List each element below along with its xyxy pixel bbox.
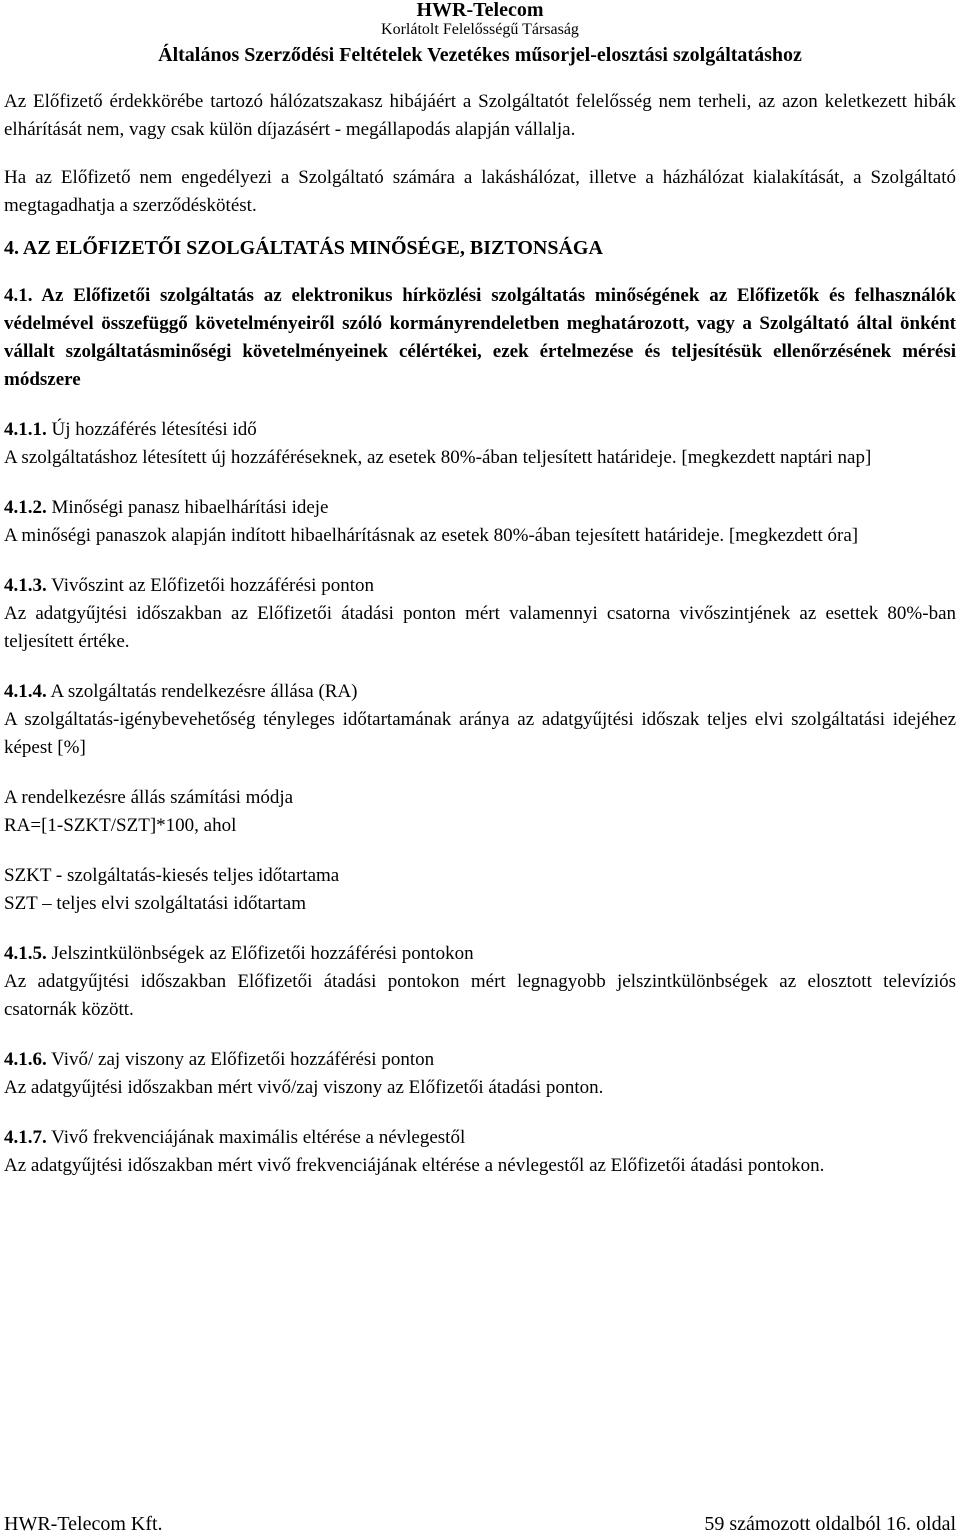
calc-title: A rendelkezésre állás számítási módja [4, 787, 294, 808]
item-body: A szolgáltatás-igénybevehetőség tényleges időtartamának aránya az adatgyűjtési időszak teljes elvi szolgáltatási idejéhez képest [%] [4, 709, 956, 758]
item-title: Minőségi panasz hibaelhárítási ideje [51, 497, 329, 518]
document-header [4, 0, 956, 68]
item-number: 4.1.4. [4, 681, 47, 702]
formula: RA=[1-SZKT/SZT]*100, ahol [4, 815, 237, 836]
company-form: Korlátolt Felelősségű Társaság [381, 21, 579, 38]
item-title: Új hozzáférés létesítési idő [51, 419, 257, 440]
item-4-1-3 [4, 572, 956, 656]
item-number: 4.1.7. [4, 1127, 47, 1148]
item-body: Az adatgyűjtési időszakban Előfizetői átadási pontokon mért legnagyobb jelszintkülönbségek az elosztott televíziós csatornák között. [4, 971, 956, 1020]
company-name: HWR-Telecom [416, 0, 544, 21]
item-4-1-7 [4, 1124, 956, 1180]
footer-page-number: 59 számozott oldalból 16. oldal [704, 1513, 956, 1535]
item-4-1-2 [4, 494, 956, 550]
page-footer [4, 1512, 956, 1536]
item-4-1-6 [4, 1046, 956, 1102]
footer-company: HWR-Telecom Kft. [4, 1513, 163, 1535]
section-4-1-number: 4.1. [4, 285, 33, 306]
definition-szt: SZT – teljes elvi szolgáltatási időtartam [4, 893, 306, 914]
item-4-1-5 [4, 940, 956, 1024]
item-body: Az adatgyűjtési időszakban mért vivő frekvenciájának eltérése a névlegestől az Előfizetői átadási pontokon. [4, 1155, 825, 1176]
item-body: A szolgáltatáshoz létesített új hozzáféréseknek, az esetek 80%-ában teljesített határideje. [megkezdett naptári nap] [4, 447, 872, 468]
definition-szkt: SZKT - szolgáltatás-kiesés teljes időtartama [4, 865, 340, 886]
item-body: Az adatgyűjtési időszakban az Előfizetői átadási ponton mért valamennyi csatorna vivőszintjének az esettek 80%-ban teljesített értéke. [4, 603, 956, 652]
section-4-1-paragraph [4, 282, 956, 394]
item-number: 4.1.1. [4, 419, 47, 440]
item-4-1-1 [4, 416, 956, 472]
item-number: 4.1.6. [4, 1049, 47, 1070]
section-4-1-text: Az Előfizetői szolgáltatás az elektronikus hírközlési szolgáltatás minőségének az Előfizetők és felhasználók védelmével összefüggő követelményeiről szóló kormányrendeletben meghatározott, vagy a Szolgáltató által önként vállalt szolgáltatásminőségi követelményeinek célértékei, ezek értelmezése és teljesítésük ellenőrzésének mérési módszere [4, 285, 957, 390]
document-page [4, 0, 956, 1180]
item-body: A minőségi panaszok alapján indított hibaelhárításnak az esetek 80%-ában tejesített határideje. [megkezdett óra] [4, 525, 859, 546]
intro-paragraph-1: Az Előfizető érdekkörébe tartozó hálózatszakasz hibájáért a Szolgáltatót felelősség nem terheli, az azon keletkezett hibák elhárítását nem, vagy csak külön díjazásért - megállapodás alapján vállalja. [4, 91, 956, 140]
item-body: Az adatgyűjtési időszakban mért vivő/zaj viszony az Előfizetői átadási ponton. [4, 1077, 604, 1098]
item-title: A szolgáltatás rendelkezésre állása (RA) [50, 681, 358, 702]
item-title: Vivőszint az Előfizetői hozzáférési ponton [51, 575, 374, 596]
intro-paragraph-2: Ha az Előfizető nem engedélyezi a Szolgáltató számára a lakáshálózat, illetve a házhálózat kialakítását, a Szolgáltató megtagadhatja a szerződéskötést. [4, 167, 956, 216]
document-title: Általános Szerződési Feltételek Vezetékes műsorjel-elosztási szolgáltatáshoz [158, 44, 802, 66]
item-number: 4.1.3. [4, 575, 47, 596]
item-number: 4.1.2. [4, 497, 47, 518]
section-4-title: 4. AZ ELŐFIZETŐI SZOLGÁLTATÁS MINŐSÉGE, BIZTONSÁGA [4, 237, 603, 259]
item-4-1-4 [4, 678, 956, 918]
item-title: Jelszintkülönbségek az Előfizetői hozzáférési pontokon [51, 943, 474, 964]
item-title: Vivő frekvenciájának maximális eltérése a névlegestől [51, 1127, 466, 1148]
item-number: 4.1.5. [4, 943, 47, 964]
item-title: Vivő/ zaj viszony az Előfizetői hozzáférési ponton [51, 1049, 435, 1070]
